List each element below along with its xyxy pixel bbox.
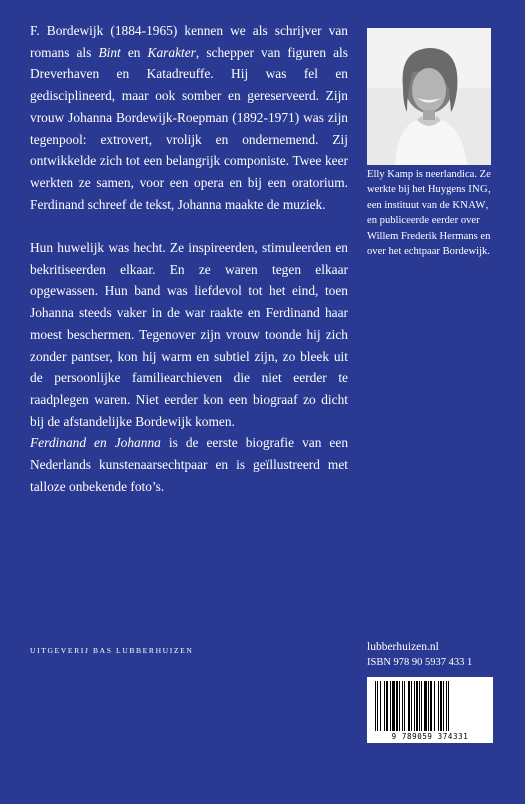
- barcode-bar: [386, 681, 388, 731]
- acronym-knaw: KNAW: [452, 199, 486, 211]
- blurb: [30, 20, 348, 497]
- barcode-bar: [414, 681, 415, 731]
- barcode-bar: [384, 681, 385, 731]
- blurb-text: is de eerste biografie van een Nederlands kunstenaarsechtpaar en is geïllustreerd met talloze onbekende foto’s.: [30, 435, 349, 494]
- barcode-bar: [392, 681, 395, 731]
- blurb-text: , schepper van figuren als Dreverhaven en Katadreuffe. Hij was fel en gedisciplineerd, maar ook somber en gereserveerd. Zijn vrouw Johanna Bordewijk-Roepman (1892-1971) was zijn tegenpool: extrovert, vrolijk en ondernemend. Zij ontwikkelde zich tot een belangrijk componiste. Twee keer werkten ze samen, voor een opera en bij een oratorium. Ferdinand schreef de tekst, Johanna maakte de muziek.: [30, 44, 348, 212]
- author-portrait-image: [367, 28, 491, 165]
- blurb-paragraph-2: Hun huwelijk was hecht. Ze inspireerden, stimuleerden en bekritiseerden elkaar. En ze waren tegen elkaar opgewassen. Hun band was liefdevol tot het eind, toen Johanna steeds vaker in de war raakte en Ferdinand haar moest beschermen. Tegenover zijn vrouw toonde hij zich zonder pantser, kon hij warm en subtiel zijn, zo bleek uit de persoonlijke familiearchieven die niet eerder te raadplegen waren. Niet eerder kon een biograaf zo dicht bij de afstandelijke Bordewijk komen.: [30, 240, 348, 429]
- barcode-bar: [416, 681, 418, 731]
- barcode-bar: [404, 681, 405, 731]
- publisher-name: UITGEVERIJ BAS LUBBERHUIZEN: [30, 646, 194, 655]
- barcode-bar: [399, 681, 400, 731]
- barcode-bar: [380, 681, 381, 731]
- book-title: Ferdinand en Johanna: [30, 435, 161, 451]
- barcode: [367, 677, 493, 743]
- barcode-bar: [419, 681, 420, 731]
- barcode-bar: [430, 681, 432, 731]
- barcode-bar: [448, 681, 449, 731]
- acronym-ing: ING: [468, 184, 488, 196]
- barcode-bar: [434, 681, 435, 731]
- blurb-paragraph-1: [30, 20, 348, 215]
- barcode-bar: [390, 681, 391, 731]
- barcode-bar: [421, 681, 422, 731]
- author-bio: Elly Kamp is neerlandica. Ze werkte bij het Huygens ING, een instituut van de KNAW, en publiceerde eerder over Willem Frederik Hermans en over het echtpaar Bordewijk.: [367, 169, 491, 258]
- barcode-bar: [411, 681, 412, 731]
- barcode-bar: [443, 681, 444, 731]
- blurb-paragraph-3: [30, 432, 348, 497]
- publisher-url[interactable]: lubberhuizen.nl: [367, 641, 439, 653]
- book-title-bint: Bint: [98, 44, 121, 60]
- barcode-bar: [424, 681, 427, 731]
- barcode-bar: [375, 681, 376, 731]
- blurb-text: F. Bordewijk (1884-1965) kennen we als schrijver van romans als: [30, 23, 348, 60]
- blurb-text: en: [120, 44, 148, 60]
- barcode-bar: [396, 681, 398, 731]
- barcode-bar: [408, 681, 410, 731]
- isbn: ISBN 978 90 5937 433 1: [367, 657, 473, 668]
- book-title-karakter: Karakter: [147, 44, 196, 60]
- barcode-bar: [377, 681, 378, 731]
- barcode-bars: [367, 677, 493, 733]
- barcode-digits: 9 789059 374331: [391, 732, 469, 741]
- barcode-bar: [402, 681, 403, 731]
- barcode-bar: [438, 681, 439, 731]
- barcode-bar: [440, 681, 442, 731]
- author-photo: [367, 28, 491, 165]
- barcode-bar: [446, 681, 447, 731]
- barcode-bar: [428, 681, 429, 731]
